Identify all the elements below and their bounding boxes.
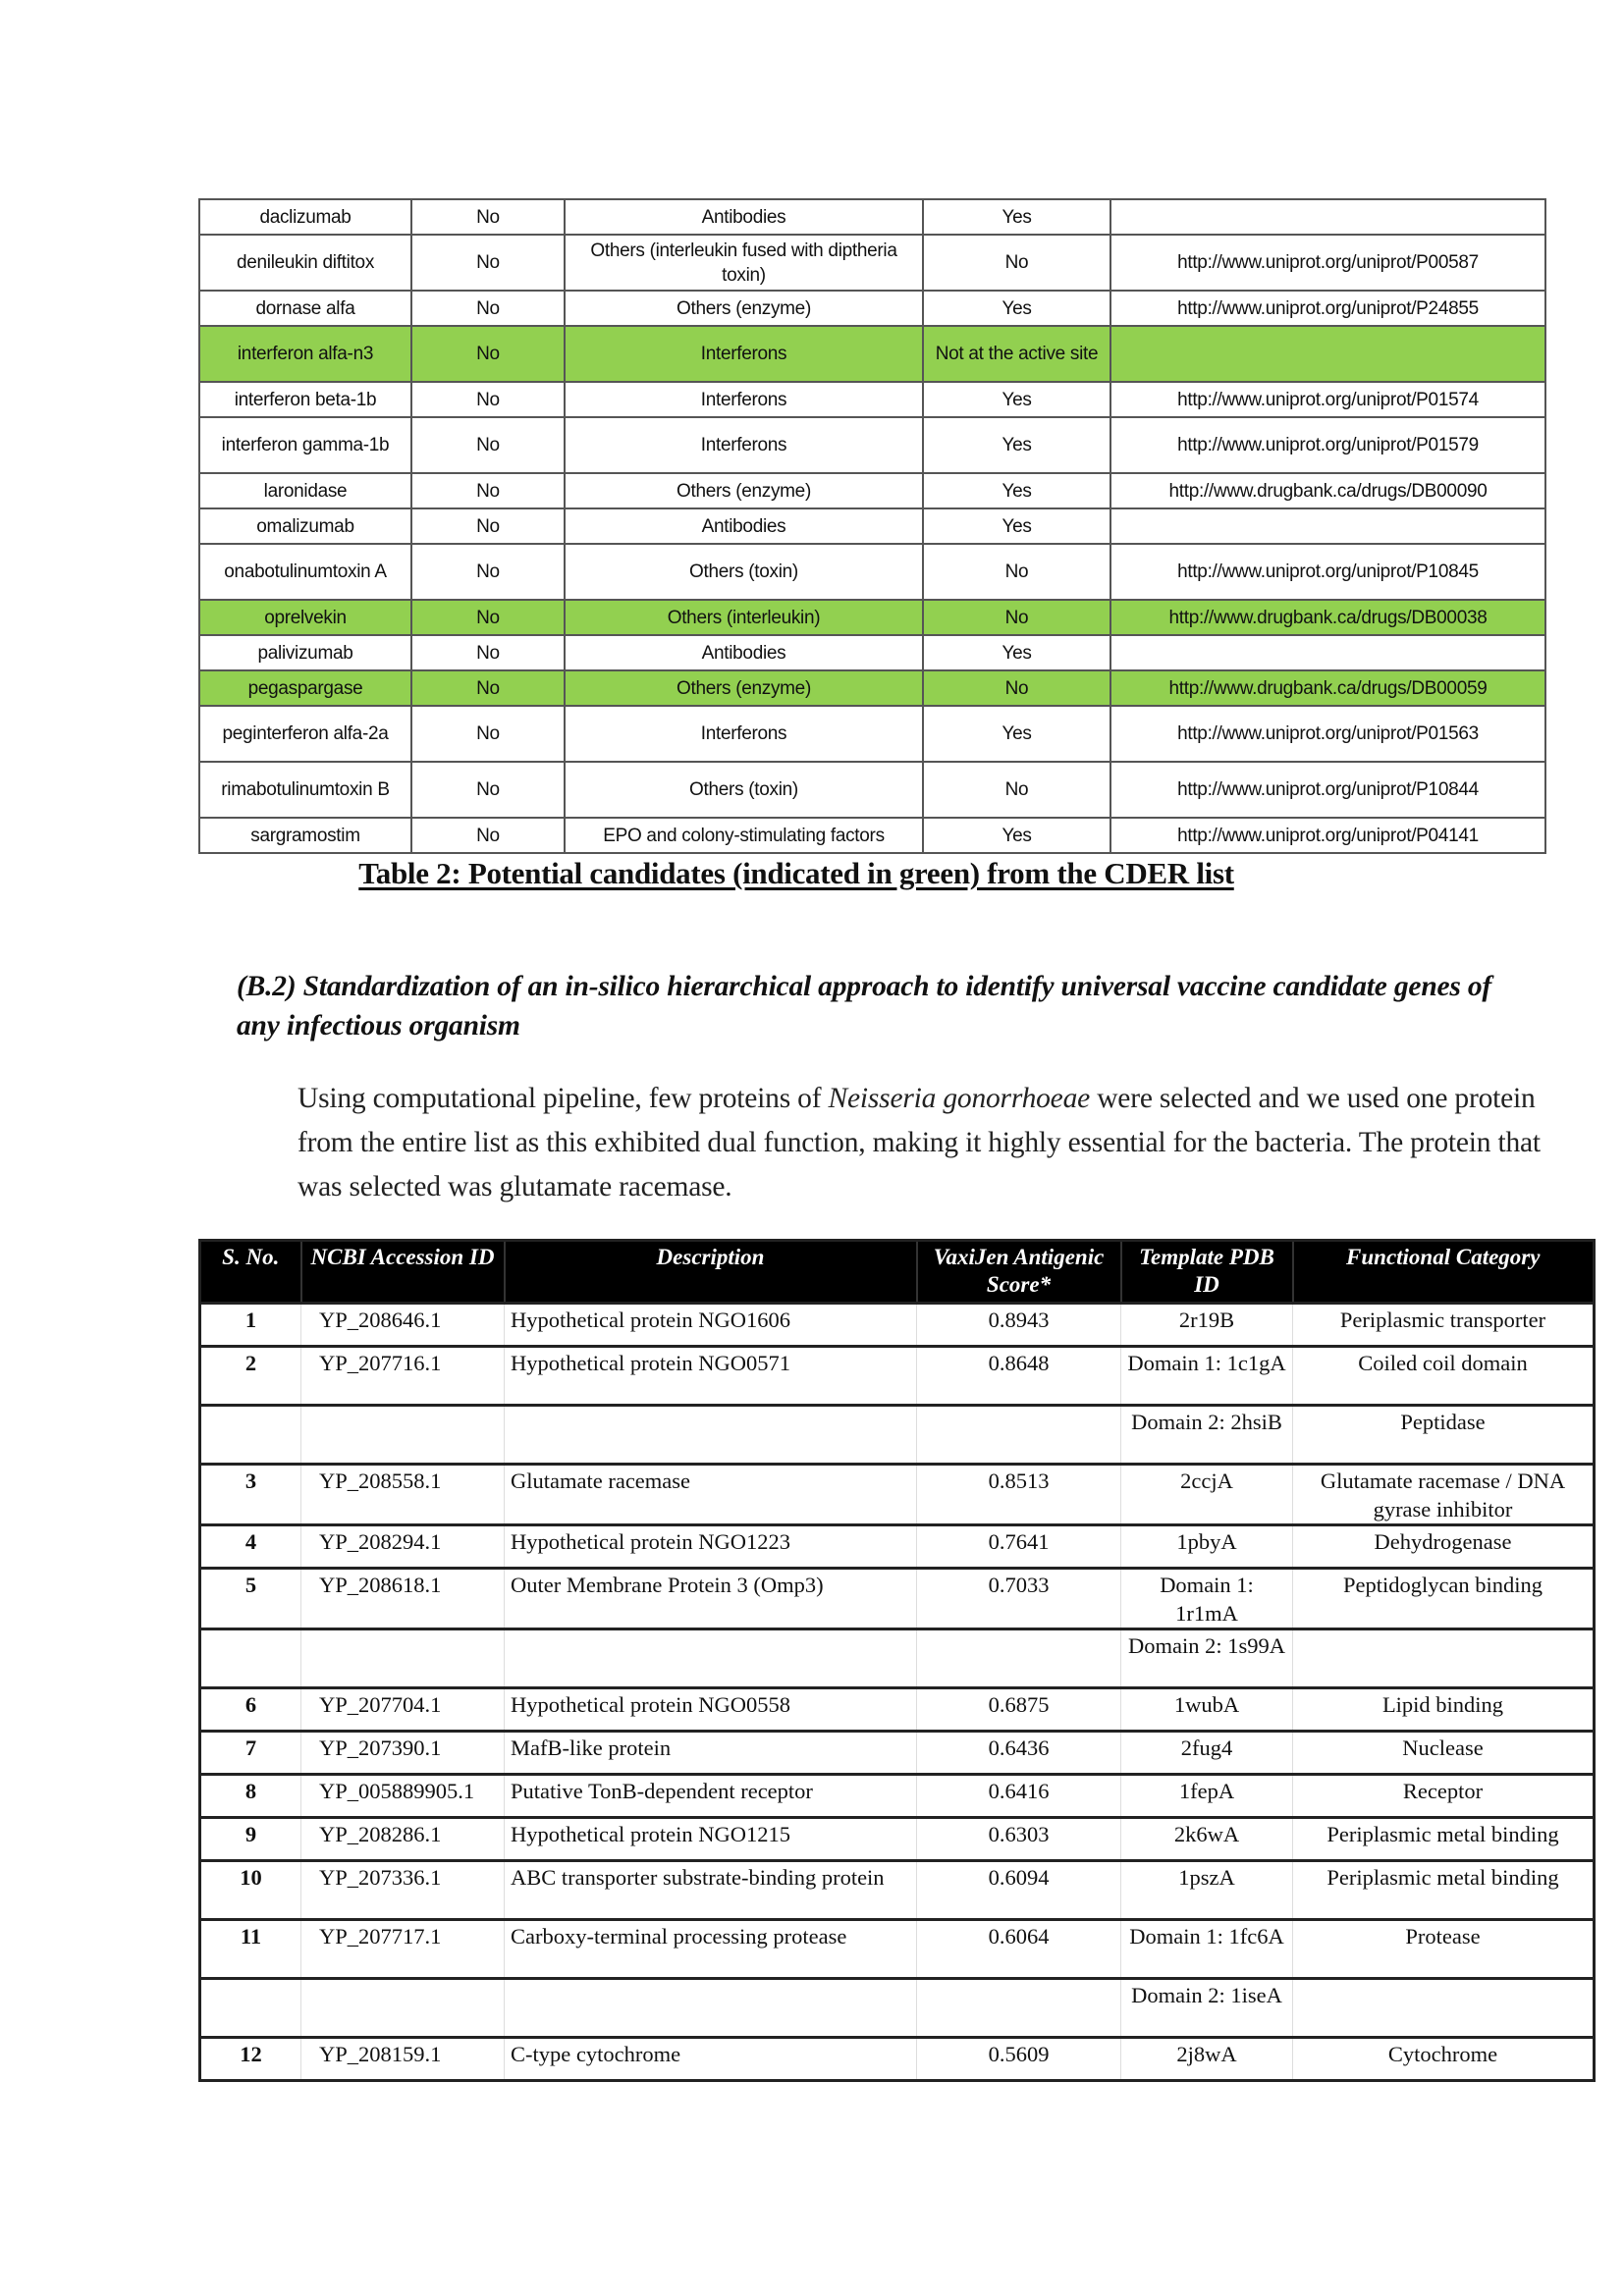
table-row: [200, 1629, 1595, 1688]
functional-category-cell: Nuclease: [1293, 1732, 1595, 1775]
drug-name-cell: daclizumab: [199, 199, 411, 235]
antigenic-score-cell: [917, 1406, 1121, 1465]
drug-name-cell: onabotulinumtoxin A: [199, 544, 411, 600]
antigenic-score-cell: 0.5609: [917, 2038, 1121, 2081]
table-row: [200, 1465, 1595, 1525]
description-cell: Hypothetical protein NGO1215: [505, 1818, 917, 1861]
drug-name-cell: palivizumab: [199, 635, 411, 670]
serial-number-cell: 8: [200, 1775, 301, 1818]
description-cell: MafB-like protein: [505, 1732, 917, 1775]
reference-link-cell[interactable]: http://www.uniprot.org/uniprot/P01579: [1110, 417, 1545, 473]
accession-id-cell: YP_207390.1: [301, 1732, 505, 1775]
header-description: Description: [505, 1241, 917, 1304]
serial-number-cell: [200, 1629, 301, 1688]
active-site-cell: Yes: [923, 291, 1110, 326]
vaccine-candidate-table: [198, 1239, 1596, 2082]
accession-id-cell: YP_208558.1: [301, 1465, 505, 1525]
antigenic-score-cell: [917, 1629, 1121, 1688]
category-cell: Interferons: [565, 706, 923, 762]
functional-category-cell: Peptidase: [1293, 1406, 1595, 1465]
antigenic-score-cell: 0.8943: [917, 1304, 1121, 1347]
description-cell: Outer Membrane Protein 3 (Omp3): [505, 1569, 917, 1629]
biosimilar-cell: No: [411, 326, 565, 382]
description-cell: Hypothetical protein NGO0571: [505, 1347, 917, 1406]
accession-id-cell: YP_207717.1: [301, 1920, 505, 1979]
reference-link-cell[interactable]: http://www.drugbank.ca/drugs/DB00090: [1110, 473, 1545, 508]
template-pdb-cell: 1wubA: [1121, 1688, 1293, 1732]
table-row: [199, 544, 1545, 600]
header-sno: S. No.: [200, 1241, 301, 1304]
active-site-cell: Yes: [923, 473, 1110, 508]
table-row: [200, 1347, 1595, 1406]
category-cell: Antibodies: [565, 635, 923, 670]
category-cell: Interferons: [565, 417, 923, 473]
biosimilar-cell: No: [411, 291, 565, 326]
serial-number-cell: 10: [200, 1861, 301, 1920]
cder-drug-table-body: [199, 199, 1545, 853]
description-cell: C-type cytochrome: [505, 2038, 917, 2081]
category-cell: Others (toxin): [565, 544, 923, 600]
candidate-row-highlighted: [199, 600, 1545, 635]
accession-id-cell: YP_005889905.1: [301, 1775, 505, 1818]
biosimilar-cell: No: [411, 600, 565, 635]
active-site-cell: Yes: [923, 818, 1110, 853]
drug-name-cell: omalizumab: [199, 508, 411, 544]
template-pdb-cell: 2ccjA: [1121, 1465, 1293, 1525]
drug-name-cell: pegaspargase: [199, 670, 411, 706]
biosimilar-cell: No: [411, 382, 565, 417]
table-row: [199, 762, 1545, 818]
functional-category-cell: Periplasmic transporter: [1293, 1304, 1595, 1347]
category-cell: Others (enzyme): [565, 670, 923, 706]
active-site-cell: Yes: [923, 199, 1110, 235]
functional-category-cell: Coiled coil domain: [1293, 1347, 1595, 1406]
active-site-cell: Not at the active site: [923, 326, 1110, 382]
reference-link-cell[interactable]: http://www.uniprot.org/uniprot/P10844: [1110, 762, 1545, 818]
category-cell: Interferons: [565, 382, 923, 417]
table-row: [200, 1525, 1595, 1569]
accession-id-cell: YP_207704.1: [301, 1688, 505, 1732]
biosimilar-cell: No: [411, 706, 565, 762]
serial-number-cell: [200, 1979, 301, 2038]
accession-id-cell: [301, 1979, 505, 2038]
antigenic-score-cell: 0.7641: [917, 1525, 1121, 1569]
drug-name-cell: interferon alfa-n3: [199, 326, 411, 382]
reference-link-cell[interactable]: http://www.uniprot.org/uniprot/P01574: [1110, 382, 1545, 417]
accession-id-cell: YP_208646.1: [301, 1304, 505, 1347]
template-pdb-cell: 1pszA: [1121, 1861, 1293, 1920]
active-site-cell: Yes: [923, 417, 1110, 473]
serial-number-cell: 1: [200, 1304, 301, 1347]
table-row: [200, 1818, 1595, 1861]
antigenic-score-cell: 0.7033: [917, 1569, 1121, 1629]
drug-name-cell: peginterferon alfa-2a: [199, 706, 411, 762]
table-row: [199, 382, 1545, 417]
drug-name-cell: rimabotulinumtoxin B: [199, 762, 411, 818]
serial-number-cell: 7: [200, 1732, 301, 1775]
functional-category-cell: Lipid binding: [1293, 1688, 1595, 1732]
organism-name: Neisseria gonorrhoeae: [828, 1083, 1091, 1114]
category-cell: Antibodies: [565, 508, 923, 544]
functional-category-cell: Receptor: [1293, 1775, 1595, 1818]
category-cell: Others (interleukin fused with diptheria toxin): [565, 235, 923, 291]
header-pdb: Template PDB ID: [1121, 1241, 1293, 1304]
antigenic-score-cell: 0.6303: [917, 1818, 1121, 1861]
paragraph-text-start: Using computational pipeline, few proteins of: [298, 1083, 829, 1114]
table-row: [200, 1920, 1595, 1979]
template-pdb-cell: Domain 2: 1iseA: [1121, 1979, 1293, 2038]
antigenic-score-cell: [917, 1979, 1121, 2038]
description-cell: Putative TonB-dependent receptor: [505, 1775, 917, 1818]
accession-id-cell: YP_207716.1: [301, 1347, 505, 1406]
serial-number-cell: 6: [200, 1688, 301, 1732]
antigenic-score-cell: 0.6436: [917, 1732, 1121, 1775]
active-site-cell: Yes: [923, 382, 1110, 417]
biosimilar-cell: No: [411, 199, 565, 235]
template-pdb-cell: 2r19B: [1121, 1304, 1293, 1347]
table-row: [199, 199, 1545, 235]
reference-link-cell[interactable]: http://www.uniprot.org/uniprot/P24855: [1110, 291, 1545, 326]
reference-link-cell[interactable]: http://www.uniprot.org/uniprot/P01563: [1110, 706, 1545, 762]
functional-category-cell: Glutamate racemase / DNA gyrase inhibitor: [1293, 1465, 1595, 1525]
description-cell: [505, 1406, 917, 1465]
active-site-cell: Yes: [923, 706, 1110, 762]
template-pdb-cell: Domain 1: 1c1gA: [1121, 1347, 1293, 1406]
reference-link-cell: [1110, 326, 1545, 382]
table-row: [200, 1775, 1595, 1818]
table-caption: Table 2: Potential candidates (indicated in green) from the CDER list: [358, 856, 1234, 890]
header-accession: NCBI Accession ID: [301, 1241, 505, 1304]
active-site-cell: Yes: [923, 508, 1110, 544]
table-row: [199, 635, 1545, 670]
active-site-cell: No: [923, 762, 1110, 818]
category-cell: Others (enzyme): [565, 291, 923, 326]
antigenic-score-cell: 0.6094: [917, 1861, 1121, 1920]
section-heading: (B.2) Standardization of an in-silico hierarchical approach to identify universal vaccine candidate genes of any infectious organism: [237, 971, 1492, 1041]
table-row: [199, 706, 1545, 762]
table-row: [199, 291, 1545, 326]
table-row: [199, 473, 1545, 508]
table-row: [200, 1732, 1595, 1775]
category-cell: EPO and colony-stimulating factors: [565, 818, 923, 853]
functional-category-cell: Periplasmic metal binding: [1293, 1818, 1595, 1861]
functional-category-cell: Cytochrome: [1293, 2038, 1595, 2081]
category-cell: Others (interleukin): [565, 600, 923, 635]
drug-name-cell: interferon beta-1b: [199, 382, 411, 417]
drug-name-cell: oprelvekin: [199, 600, 411, 635]
reference-link-cell[interactable]: http://www.uniprot.org/uniprot/P10845: [1110, 544, 1545, 600]
template-pdb-cell: Domain 1: 1fc6A: [1121, 1920, 1293, 1979]
candidate-row-highlighted: [199, 670, 1545, 706]
drug-name-cell: sargramostim: [199, 818, 411, 853]
description-cell: ABC transporter substrate-binding protein: [505, 1861, 917, 1920]
cder-drug-table: [198, 198, 1546, 854]
category-cell: Antibodies: [565, 199, 923, 235]
biosimilar-cell: No: [411, 508, 565, 544]
category-cell: Others (toxin): [565, 762, 923, 818]
biosimilar-cell: No: [411, 635, 565, 670]
reference-link-cell: [1110, 635, 1545, 670]
accession-id-cell: YP_208618.1: [301, 1569, 505, 1629]
table-row: [200, 1688, 1595, 1732]
table-row: [200, 2038, 1595, 2081]
reference-link-cell[interactable]: http://www.drugbank.ca/drugs/DB00059: [1110, 670, 1545, 706]
antigenic-score-cell: 0.8648: [917, 1347, 1121, 1406]
template-pdb-cell: Domain 1: 1r1mA: [1121, 1569, 1293, 1629]
header-functional-category: Functional Category: [1293, 1241, 1595, 1304]
biosimilar-cell: No: [411, 762, 565, 818]
antigenic-score-cell: 0.6064: [917, 1920, 1121, 1979]
category-cell: Others (enzyme): [565, 473, 923, 508]
serial-number-cell: 11: [200, 1920, 301, 1979]
table-row: [199, 235, 1545, 291]
table-row: [200, 1569, 1595, 1629]
biosimilar-cell: No: [411, 544, 565, 600]
description-cell: Carboxy-terminal processing protease: [505, 1920, 917, 1979]
serial-number-cell: 3: [200, 1465, 301, 1525]
functional-category-cell: Dehydrogenase: [1293, 1525, 1595, 1569]
template-pdb-cell: Domain 2: 2hsiB: [1121, 1406, 1293, 1465]
table-row: [200, 1406, 1595, 1465]
table-row: [199, 417, 1545, 473]
template-pdb-cell: 2k6wA: [1121, 1818, 1293, 1861]
antigenic-score-cell: 0.6875: [917, 1688, 1121, 1732]
reference-link-cell: [1110, 199, 1545, 235]
functional-category-cell: Periplasmic metal binding: [1293, 1861, 1595, 1920]
template-pdb-cell: 1pbyA: [1121, 1525, 1293, 1569]
template-pdb-cell: 1fepA: [1121, 1775, 1293, 1818]
antigenic-score-cell: 0.8513: [917, 1465, 1121, 1525]
category-cell: Interferons: [565, 326, 923, 382]
paragraph-text-end: were selected and we used one protein from the entire list as this exhibited dual function, making it highly essential for the bacteria. The protein that was selected was glutamate racemase.: [298, 1083, 1541, 1202]
drug-name-cell: denileukin diftitox: [199, 235, 411, 291]
table-row: [199, 818, 1545, 853]
active-site-cell: No: [923, 235, 1110, 291]
drug-name-cell: dornase alfa: [199, 291, 411, 326]
serial-number-cell: [200, 1406, 301, 1465]
functional-category-cell: Protease: [1293, 1920, 1595, 1979]
functional-category-cell: Peptidoglycan binding: [1293, 1569, 1595, 1629]
biosimilar-cell: No: [411, 235, 565, 291]
section-paragraph: [298, 1077, 1544, 1209]
antigenic-score-cell: 0.6416: [917, 1775, 1121, 1818]
template-pdb-cell: 2fug4: [1121, 1732, 1293, 1775]
functional-category-cell: [1293, 1979, 1595, 2038]
candidate-row-highlighted: [199, 326, 1545, 382]
serial-number-cell: 2: [200, 1347, 301, 1406]
accession-id-cell: YP_208159.1: [301, 2038, 505, 2081]
drug-name-cell: interferon gamma-1b: [199, 417, 411, 473]
template-pdb-cell: Domain 2: 1s99A: [1121, 1629, 1293, 1688]
biosimilar-cell: No: [411, 417, 565, 473]
description-cell: [505, 1629, 917, 1688]
description-cell: Hypothetical protein NGO1223: [505, 1525, 917, 1569]
serial-number-cell: 9: [200, 1818, 301, 1861]
reference-link-cell[interactable]: http://www.uniprot.org/uniprot/P00587: [1110, 235, 1545, 291]
biosimilar-cell: No: [411, 818, 565, 853]
serial-number-cell: 5: [200, 1569, 301, 1629]
description-cell: Glutamate racemase: [505, 1465, 917, 1525]
accession-id-cell: [301, 1406, 505, 1465]
template-pdb-cell: 2j8wA: [1121, 2038, 1293, 2081]
biosimilar-cell: No: [411, 670, 565, 706]
reference-link-cell[interactable]: http://www.drugbank.ca/drugs/DB00038: [1110, 600, 1545, 635]
description-cell: Hypothetical protein NGO1606: [505, 1304, 917, 1347]
functional-category-cell: [1293, 1629, 1595, 1688]
active-site-cell: No: [923, 544, 1110, 600]
active-site-cell: No: [923, 600, 1110, 635]
accession-id-cell: YP_208286.1: [301, 1818, 505, 1861]
reference-link-cell[interactable]: http://www.uniprot.org/uniprot/P04141: [1110, 818, 1545, 853]
serial-number-cell: 12: [200, 2038, 301, 2081]
header-score: VaxiJen Antigenic Score*: [917, 1241, 1121, 1304]
accession-id-cell: YP_207336.1: [301, 1861, 505, 1920]
active-site-cell: Yes: [923, 635, 1110, 670]
biosimilar-cell: No: [411, 473, 565, 508]
description-cell: Hypothetical protein NGO0558: [505, 1688, 917, 1732]
accession-id-cell: [301, 1629, 505, 1688]
table-row: [200, 1861, 1595, 1920]
accession-id-cell: YP_208294.1: [301, 1525, 505, 1569]
vaccine-candidate-table-body: [200, 1304, 1595, 2081]
table-row: [200, 1979, 1595, 2038]
table-row: [199, 508, 1545, 544]
description-cell: [505, 1979, 917, 2038]
table-row: [200, 1304, 1595, 1347]
drug-name-cell: laronidase: [199, 473, 411, 508]
active-site-cell: No: [923, 670, 1110, 706]
reference-link-cell: [1110, 508, 1545, 544]
table-header-row: [200, 1241, 1595, 1304]
serial-number-cell: 4: [200, 1525, 301, 1569]
